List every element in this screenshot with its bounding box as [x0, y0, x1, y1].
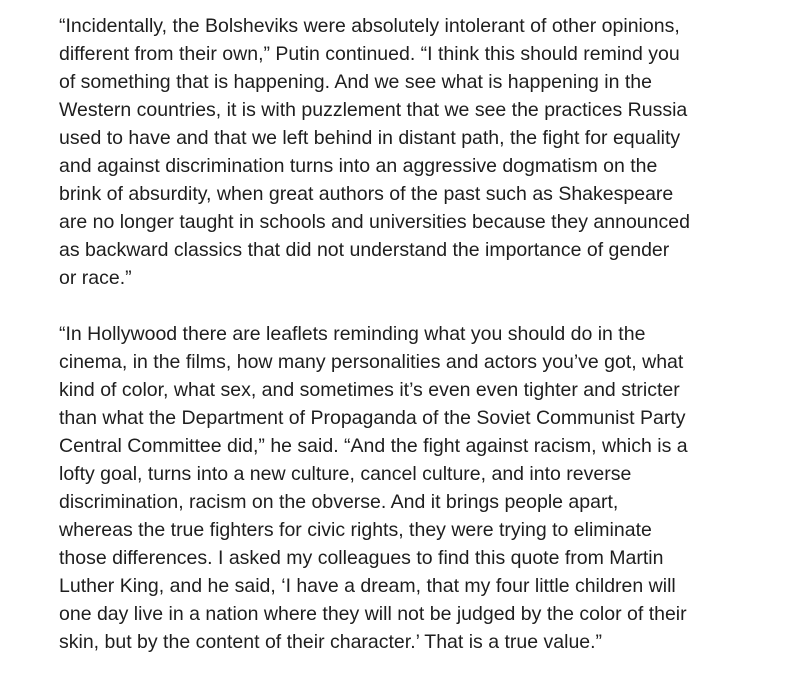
- text-line: discrimination, racism on the obverse. And it brings people apart,: [59, 491, 619, 513]
- text-line: are no longer taught in schools and universities because they announced: [59, 211, 690, 233]
- text-line: different from their own,” Putin continued. “I think this should remind you: [59, 43, 680, 65]
- text-line: brink of absurdity, when great authors of the past such as Shakespeare: [59, 183, 674, 205]
- text-line: lofty goal, turns into a new culture, cancel culture, and into reverse: [59, 463, 632, 485]
- text-line: skin, but by the content of their character.’ That is a true value.”: [59, 631, 603, 653]
- text-line: Central Committee did,” he said. “And the fight against racism, which is a: [59, 435, 688, 457]
- article-body: [59, 0, 749, 656]
- text-line: Luther King, and he said, ‘I have a dream, that my four little children will: [59, 575, 676, 597]
- text-line: one day live in a nation where they will not be judged by the color of their: [59, 603, 687, 625]
- text-line: and against discrimination turns into an aggressive dogmatism on the: [59, 155, 658, 177]
- text-line: or race.”: [59, 267, 132, 289]
- text-line: cinema, in the films, how many personalities and actors you’ve got, what: [59, 351, 684, 373]
- text-line: than what the Department of Propaganda of the Soviet Communist Party: [59, 407, 686, 429]
- text-line: “Incidentally, the Bolsheviks were absolutely intolerant of other opinions,: [59, 15, 680, 37]
- text-line: Western countries, it is with puzzlement that we see the practices Russia: [59, 99, 688, 121]
- text-line: “In Hollywood there are leaflets reminding what you should do in the: [59, 323, 646, 345]
- text-line: kind of color, what sex, and sometimes it’s even even tighter and stricter: [59, 379, 680, 401]
- paragraph-bolsheviks-quote: [59, 0, 749, 292]
- text-line: whereas the true fighters for civic rights, they were trying to eliminate: [59, 519, 652, 541]
- text-line: of something that is happening. And we see what is happening in the: [59, 71, 652, 93]
- text-line: used to have and that we left behind in distant path, the fight for equality: [59, 127, 681, 149]
- text-line: those differences. I asked my colleagues to find this quote from Martin: [59, 547, 664, 569]
- text-line: as backward classics that did not understand the importance of gender: [59, 239, 670, 261]
- paragraph-hollywood-quote: [59, 320, 749, 656]
